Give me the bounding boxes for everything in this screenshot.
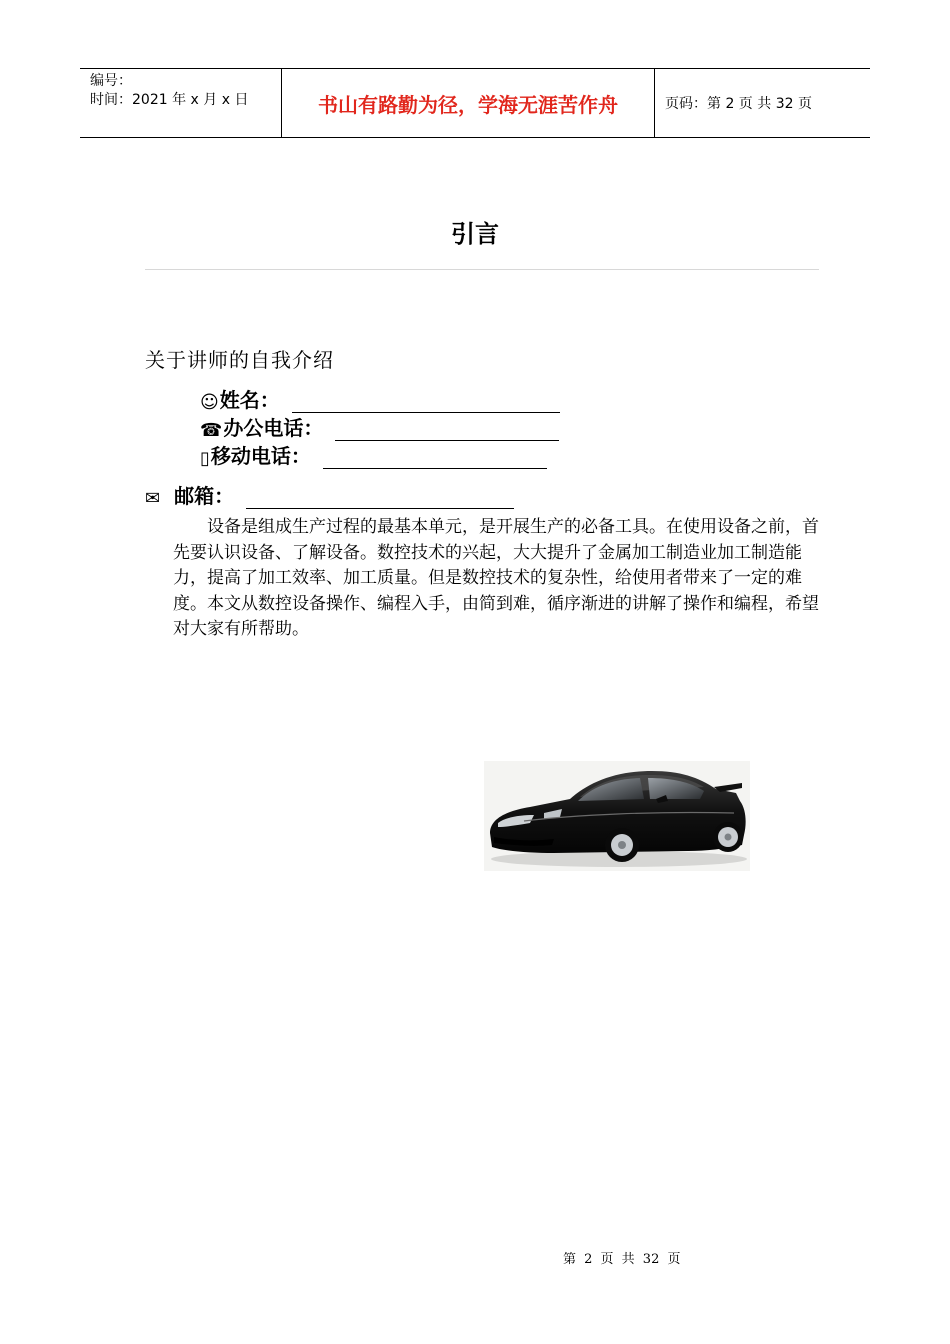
mobile-phone-blank-line bbox=[323, 448, 547, 469]
sports-car-image bbox=[484, 761, 750, 871]
telephone-icon: ☎ bbox=[200, 420, 223, 441]
page-footer: 第 2 页 共 32 页 bbox=[563, 1252, 681, 1267]
email-field bbox=[145, 480, 514, 509]
header-motto-cell bbox=[282, 69, 655, 137]
intro-body bbox=[173, 515, 823, 643]
mobile-phone-field bbox=[200, 440, 547, 469]
header-motto: 书山有路勤为径，学海无涯苦作舟 bbox=[318, 92, 618, 117]
document-header bbox=[80, 68, 870, 138]
date-label: 时间：2021 年 x 月 x 日 bbox=[90, 92, 249, 108]
office-phone-blank-line bbox=[335, 420, 559, 441]
name-field bbox=[200, 384, 560, 413]
name-label: 姓名： bbox=[219, 388, 280, 412]
smiley-icon: ☺ bbox=[200, 392, 219, 413]
header-meta bbox=[80, 69, 282, 137]
header-page-label: 页码：第 2 页 共 32 页 bbox=[665, 96, 812, 112]
office-phone-field bbox=[200, 412, 559, 441]
envelope-icon: ✉ bbox=[145, 488, 161, 509]
section-heading: 关于讲师的自我介绍 bbox=[145, 348, 334, 372]
intro-paragraph: 设备是组成生产过程的最基本单元，是开展生产的必备工具。在使用设备之前，首先要认识设备、了解设备。数控技术的兴起，大大提升了金属加工制造业加工制造能力，提高了加工效率、加工质量。但是数控技术的复杂性，给使用者带来了一定的难度。本文从数控设备操作、编程入手，由简到难，循序渐进的讲解了操作和编程，希望对大家有所帮助。 bbox=[173, 517, 819, 639]
name-blank-line bbox=[292, 392, 560, 413]
mobile-phone-icon: ▯ bbox=[200, 448, 210, 469]
office-phone-label: 办公电话： bbox=[223, 416, 324, 440]
email-blank-line bbox=[246, 488, 514, 509]
number-label: 编号： bbox=[90, 73, 132, 89]
title-divider bbox=[145, 269, 819, 270]
email-label: 邮箱： bbox=[174, 484, 235, 508]
page-title: 引言 bbox=[451, 220, 499, 248]
mobile-phone-label: 移动电话： bbox=[210, 444, 311, 468]
header-page-cell bbox=[655, 69, 870, 137]
